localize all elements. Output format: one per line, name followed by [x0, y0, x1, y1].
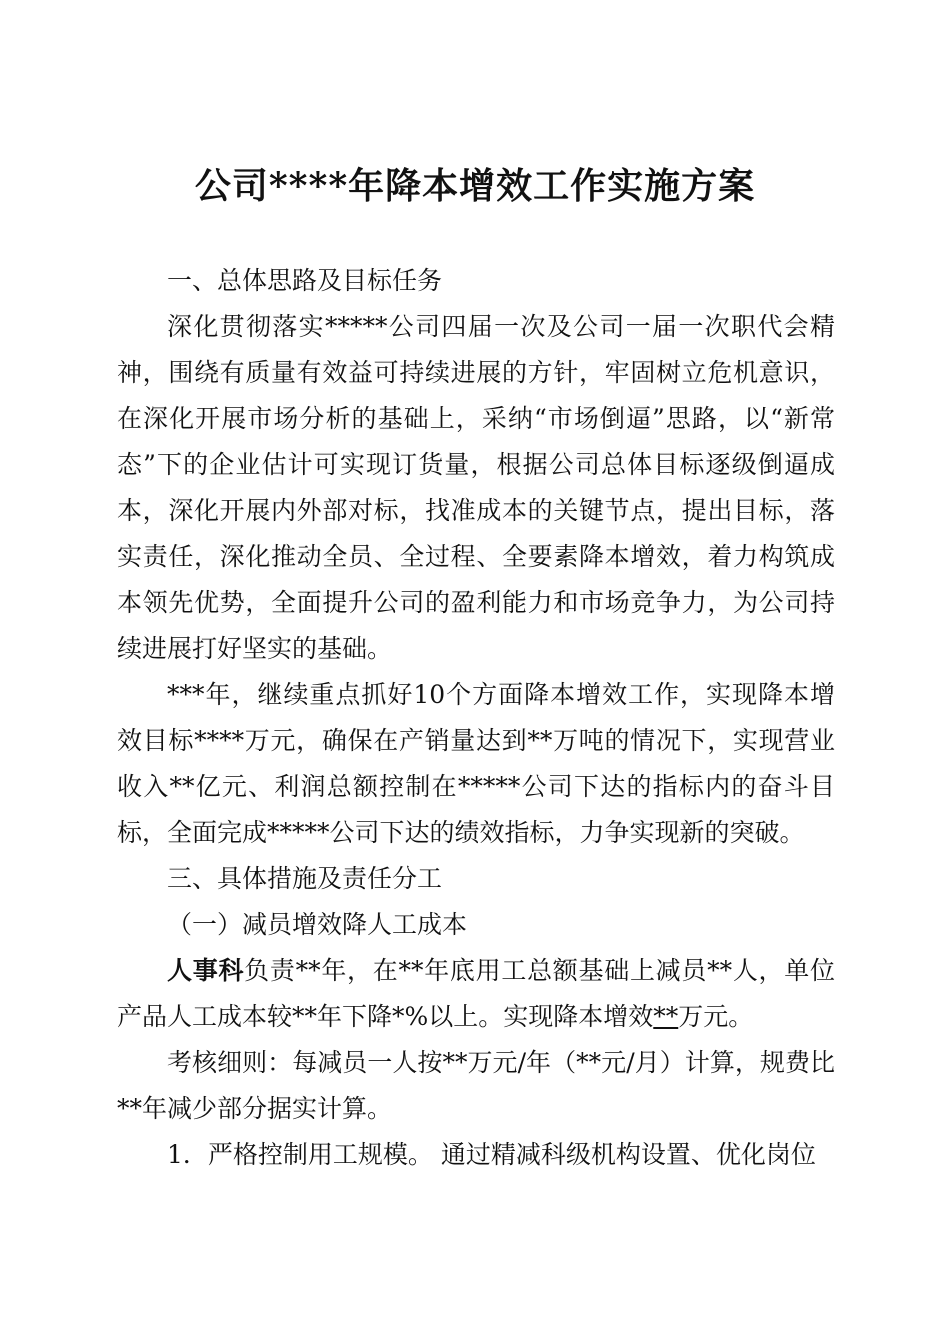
section-heading-measures: 三、具体措施及责任分工	[167, 864, 443, 893]
document-title: 公司****年降本增效工作实施方案	[194, 165, 756, 207]
section-heading-overall: 一、总体思路及目标任务	[167, 266, 443, 295]
document-body	[117, 258, 835, 1178]
hr-text-a: 负责**年，在**年底用工总额基础上减员**人，单位产品人工成本较**年下降*%以上。实现降本增效	[117, 956, 835, 1031]
paragraph-assessment: 考核细则：每减员一人按**万元/年（**元/月）计算，规费比**年减少部分据实计算。	[117, 1048, 835, 1123]
paragraph-item-1: 1．严格控制用工规模。 通过精减科级机构设置、优化岗位	[167, 1140, 816, 1169]
hr-text-b: 万元。	[678, 1002, 754, 1031]
paragraph-overall-2: ***年，继续重点抓好10个方面降本增效工作，实现降本增效目标****万元，确保在产销量达到**万吨的情况下，实现营业收入**亿元、利润总额控制在*****公司下达的指标内的奋斗目标，全面完成*****公司下达的绩效指标，力争实现新的突破。	[117, 680, 835, 847]
paragraph-overall-1: 深化贯彻落实*****公司四届一次及公司一届一次职代会精神，围绕有质量有效益可持续进展的方针，牢固树立危机意识，在深化开展市场分析的基础上，采纳“市场倒逼”思路，以“新常态”下的企业估计可实现订货量，根据公司总体目标逐级倒逼成本，深化开展内外部对标，找准成本的关键节点，提出目标，落实责任，深化推动全员、全过程、全要素降本增效，着力构筑成本领先优势，全面提升公司的盈利能力和市场竞争力，为公司持续进展打好坚实的基础。	[117, 312, 835, 663]
hr-text-underlined: **	[653, 1002, 679, 1031]
hr-dept-label: 人事科	[167, 956, 245, 985]
paragraph-hr	[117, 948, 835, 1040]
subsection-heading-1: （一）减员增效降人工成本	[167, 910, 468, 939]
